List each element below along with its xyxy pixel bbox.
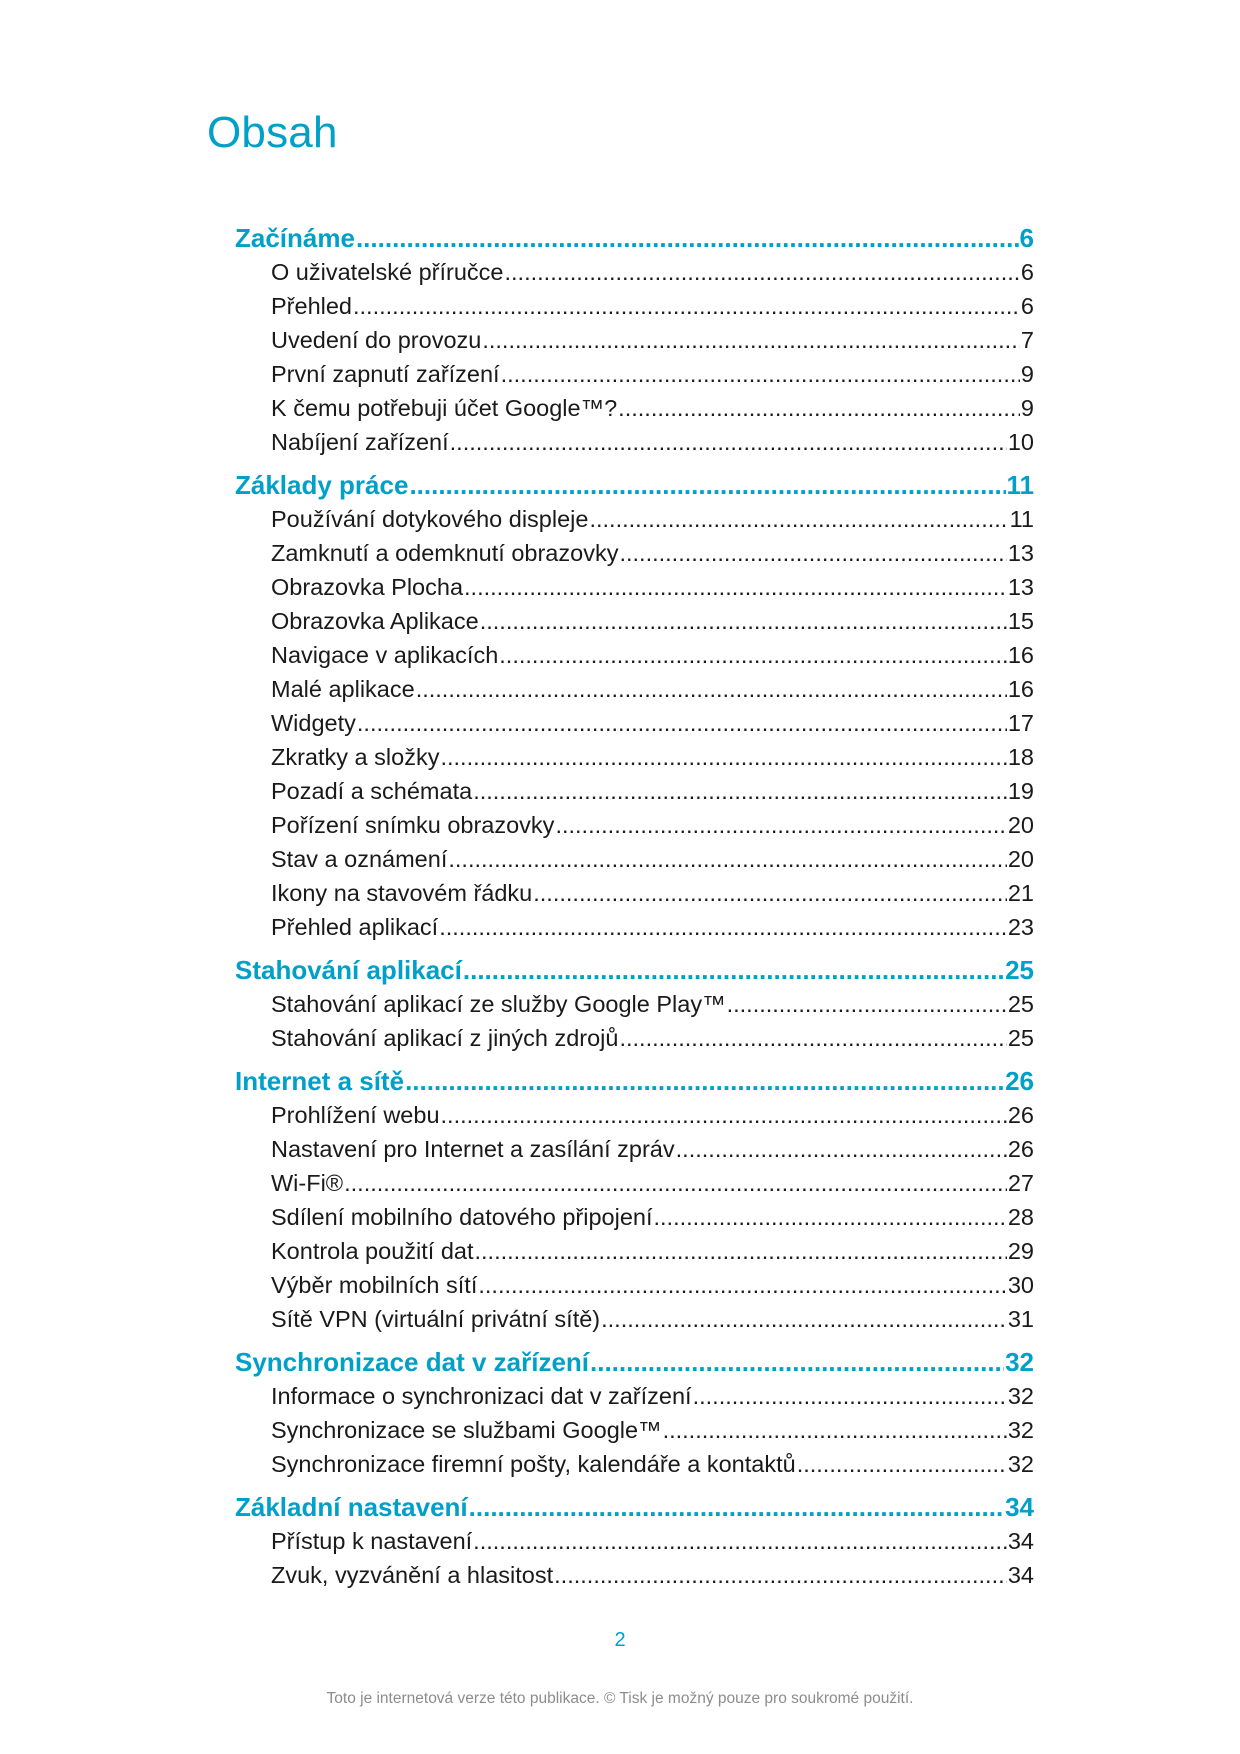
toc-entry[interactable] — [235, 323, 1034, 357]
toc-entry[interactable] — [235, 1234, 1034, 1268]
toc-entry-page: 32 — [1005, 1347, 1034, 1377]
toc-entry[interactable] — [235, 604, 1034, 638]
toc-entry[interactable] — [235, 1379, 1034, 1413]
toc-entry-label: Prohlížení webu — [271, 1102, 440, 1128]
toc-entry[interactable] — [235, 1268, 1034, 1302]
toc-entry-label: Používání dotykového displeje — [271, 506, 589, 532]
toc-entry[interactable] — [235, 876, 1034, 910]
toc-entry-page: 25 — [1007, 1025, 1034, 1051]
toc-entry[interactable] — [235, 808, 1034, 842]
dot-leader — [676, 1132, 1007, 1166]
toc-entry-page: 9 — [1020, 361, 1034, 387]
toc-entry-page: 34 — [1007, 1528, 1034, 1554]
dot-leader — [356, 221, 1019, 255]
toc-entry-page: 34 — [1005, 1492, 1034, 1522]
toc-entry-label: Kontrola použití dat — [271, 1238, 474, 1264]
toc-entry-label: Stahování aplikací z jiných zdrojů — [271, 1025, 619, 1051]
dot-leader — [440, 740, 1006, 774]
dot-leader — [344, 1166, 1007, 1200]
toc-section-entry[interactable] — [235, 468, 1034, 502]
dot-leader — [463, 953, 1004, 987]
dot-leader — [480, 604, 1007, 638]
toc-entry-page: 27 — [1007, 1170, 1034, 1196]
toc-entry-page: 20 — [1007, 846, 1034, 872]
toc-entry[interactable] — [235, 987, 1034, 1021]
toc-entry[interactable] — [235, 289, 1034, 323]
toc-entry-label: Obrazovka Aplikace — [271, 608, 479, 634]
toc-entry[interactable] — [235, 391, 1034, 425]
dot-leader — [475, 1234, 1007, 1268]
toc-entry-label: Wi-Fi® — [271, 1170, 344, 1196]
toc-entry[interactable] — [235, 255, 1034, 289]
dot-leader — [441, 1098, 1007, 1132]
toc-entry-page: 11 — [1006, 470, 1034, 500]
toc-entry-page: 21 — [1007, 880, 1034, 906]
toc-entry-page: 6 — [1019, 223, 1034, 253]
toc-entry[interactable] — [235, 706, 1034, 740]
dot-leader — [501, 357, 1020, 391]
toc-entry-label: Stav a oznámení — [271, 846, 448, 872]
toc-entry-label: Přehled — [271, 293, 352, 319]
toc-entry[interactable] — [235, 1166, 1034, 1200]
dot-leader — [357, 706, 1007, 740]
toc-section-entry[interactable] — [235, 953, 1034, 987]
toc-entry[interactable] — [235, 1524, 1034, 1558]
toc-entry-label: Stahování aplikací — [235, 955, 462, 985]
dot-leader — [469, 1490, 1004, 1524]
toc-entry-label: Widgety — [271, 710, 356, 736]
dot-leader — [405, 1064, 1004, 1098]
toc-entry-label: Pořízení snímku obrazovky — [271, 812, 555, 838]
toc-entry-label: Stahování aplikací ze služby Google Play™ — [271, 991, 726, 1017]
dot-leader — [663, 1413, 1007, 1447]
toc-entry-page: 15 — [1007, 608, 1034, 634]
toc-entry-page: 26 — [1005, 1066, 1034, 1096]
toc-entry[interactable] — [235, 425, 1034, 459]
dot-leader — [533, 876, 1007, 910]
toc-entry-label: Sdílení mobilního datového připojení — [271, 1204, 653, 1230]
toc-entry-page: 6 — [1020, 293, 1034, 319]
toc-entry[interactable] — [235, 910, 1034, 944]
toc-entry-label: Navigace v aplikacích — [271, 642, 499, 668]
toc-entry[interactable] — [235, 774, 1034, 808]
toc-entry[interactable] — [235, 1098, 1034, 1132]
toc-entry-page: 34 — [1007, 1562, 1034, 1588]
toc-entry-label: O uživatelské příručce — [271, 259, 504, 285]
table-of-contents — [235, 221, 1034, 1592]
toc-entry[interactable] — [235, 1302, 1034, 1336]
toc-entry-page: 32 — [1007, 1383, 1034, 1409]
toc-entry-label: Uvedení do provozu — [271, 327, 482, 353]
toc-entry-page: 30 — [1007, 1272, 1034, 1298]
toc-entry-page: 13 — [1007, 540, 1034, 566]
toc-entry[interactable] — [235, 740, 1034, 774]
toc-section-entry[interactable] — [235, 1064, 1034, 1098]
dot-leader — [353, 289, 1020, 323]
toc-entry-page: 26 — [1007, 1136, 1034, 1162]
dot-leader — [797, 1447, 1007, 1481]
dot-leader — [619, 536, 1006, 570]
dot-leader — [416, 672, 1007, 706]
toc-entry[interactable] — [235, 842, 1034, 876]
dot-leader — [464, 570, 1007, 604]
toc-entry-label: K čemu potřebuji účet Google™? — [271, 395, 618, 421]
toc-entry-page: 7 — [1020, 327, 1034, 353]
toc-entry-label: Přehled aplikací — [271, 914, 439, 940]
dot-leader — [482, 323, 1020, 357]
page-number: 2 — [614, 1629, 626, 1651]
toc-entry-label: Zamknutí a odemknutí obrazovky — [271, 540, 619, 566]
dot-leader — [601, 1302, 1007, 1336]
toc-entry-page: 28 — [1007, 1204, 1034, 1230]
toc-entry[interactable] — [235, 1558, 1034, 1592]
toc-entry-label: Základy práce — [235, 470, 409, 500]
footer-note: Toto je internetová verze této publikace. © Tisk je možný pouze pro soukromé použití. — [326, 1690, 914, 1707]
page-title: Obsah — [207, 108, 338, 157]
dot-leader — [448, 842, 1007, 876]
dot-leader — [499, 638, 1007, 672]
dot-leader — [473, 774, 1007, 808]
toc-entry-page: 20 — [1007, 812, 1034, 838]
toc-entry-page: 26 — [1007, 1102, 1034, 1128]
toc-entry-label: Synchronizace dat v zařízení — [235, 1347, 590, 1377]
toc-entry[interactable] — [235, 357, 1034, 391]
dot-leader — [555, 808, 1006, 842]
toc-section-entry[interactable] — [235, 1345, 1034, 1379]
toc-entry[interactable] — [235, 672, 1034, 706]
toc-entry[interactable] — [235, 1200, 1034, 1234]
toc-entry[interactable] — [235, 638, 1034, 672]
toc-entry[interactable] — [235, 1413, 1034, 1447]
dot-leader — [504, 255, 1019, 289]
dot-leader — [727, 987, 1007, 1021]
toc-entry-label: Synchronizace se službami Google™ — [271, 1417, 662, 1443]
toc-entry-page: 16 — [1007, 642, 1034, 668]
toc-entry-page: 32 — [1007, 1451, 1034, 1477]
toc-entry[interactable] — [235, 1021, 1034, 1055]
toc-entry-label: Malé aplikace — [271, 676, 415, 702]
toc-entry-label: Informace o synchronizaci dat v zařízení — [271, 1383, 692, 1409]
toc-entry-label: Obrazovka Plocha — [271, 574, 464, 600]
toc-entry-page: 11 — [1009, 506, 1034, 532]
toc-section-entry[interactable] — [235, 221, 1034, 255]
toc-entry-label: Základní nastavení — [235, 1492, 468, 1522]
toc-entry-label: Začínáme — [235, 223, 355, 253]
dot-leader — [450, 425, 1007, 459]
toc-entry-label: Přístup k nastavení — [271, 1528, 473, 1554]
toc-entry-label: Pozadí a schémata — [271, 778, 473, 804]
toc-entry[interactable] — [235, 1132, 1034, 1166]
toc-entry-page: 6 — [1020, 259, 1034, 285]
dot-leader — [478, 1268, 1007, 1302]
dot-leader — [618, 391, 1020, 425]
dot-leader — [590, 1345, 1004, 1379]
toc-section-entry[interactable] — [235, 1490, 1034, 1524]
toc-entry-page: 23 — [1007, 914, 1034, 940]
toc-entry-page: 25 — [1007, 991, 1034, 1017]
dot-leader — [654, 1200, 1007, 1234]
dot-leader — [439, 910, 1007, 944]
toc-entry-page: 10 — [1007, 429, 1034, 455]
toc-entry-label: Výběr mobilních sítí — [271, 1272, 478, 1298]
dot-leader — [409, 468, 1005, 502]
toc-entry-page: 19 — [1007, 778, 1034, 804]
toc-entry-page: 13 — [1007, 574, 1034, 600]
toc-entry-label: První zapnutí zařízení — [271, 361, 500, 387]
toc-entry[interactable] — [235, 1447, 1034, 1481]
toc-entry-page: 31 — [1007, 1306, 1034, 1332]
toc-entry-label: Zvuk, vyzvánění a hlasitost — [271, 1562, 554, 1588]
toc-entry-page: 16 — [1007, 676, 1034, 702]
toc-entry-label: Nabíjení zařízení — [271, 429, 449, 455]
toc-entry-label: Internet a sítě — [235, 1066, 405, 1096]
toc-entry-page: 17 — [1007, 710, 1034, 736]
dot-leader — [554, 1558, 1007, 1592]
toc-entry[interactable] — [235, 502, 1034, 536]
toc-entry-page: 32 — [1007, 1417, 1034, 1443]
toc-entry-page: 9 — [1020, 395, 1034, 421]
toc-entry-page: 18 — [1007, 744, 1034, 770]
toc-entry-page: 25 — [1005, 955, 1034, 985]
toc-entry-label: Nastavení pro Internet a zasílání zpráv — [271, 1136, 675, 1162]
toc-entry[interactable] — [235, 536, 1034, 570]
dot-leader — [589, 502, 1008, 536]
dot-leader — [473, 1524, 1007, 1558]
toc-entry-label: Zkratky a složky — [271, 744, 440, 770]
toc-entry-label: Sítě VPN (virtuální privátní sítě) — [271, 1306, 601, 1332]
toc-entry-label: Ikony na stavovém řádku — [271, 880, 533, 906]
toc-entry-page: 29 — [1007, 1238, 1034, 1264]
toc-entry[interactable] — [235, 570, 1034, 604]
toc-entry-label: Synchronizace firemní pošty, kalendáře a kontaktů — [271, 1451, 796, 1477]
dot-leader — [693, 1379, 1007, 1413]
dot-leader — [619, 1021, 1006, 1055]
